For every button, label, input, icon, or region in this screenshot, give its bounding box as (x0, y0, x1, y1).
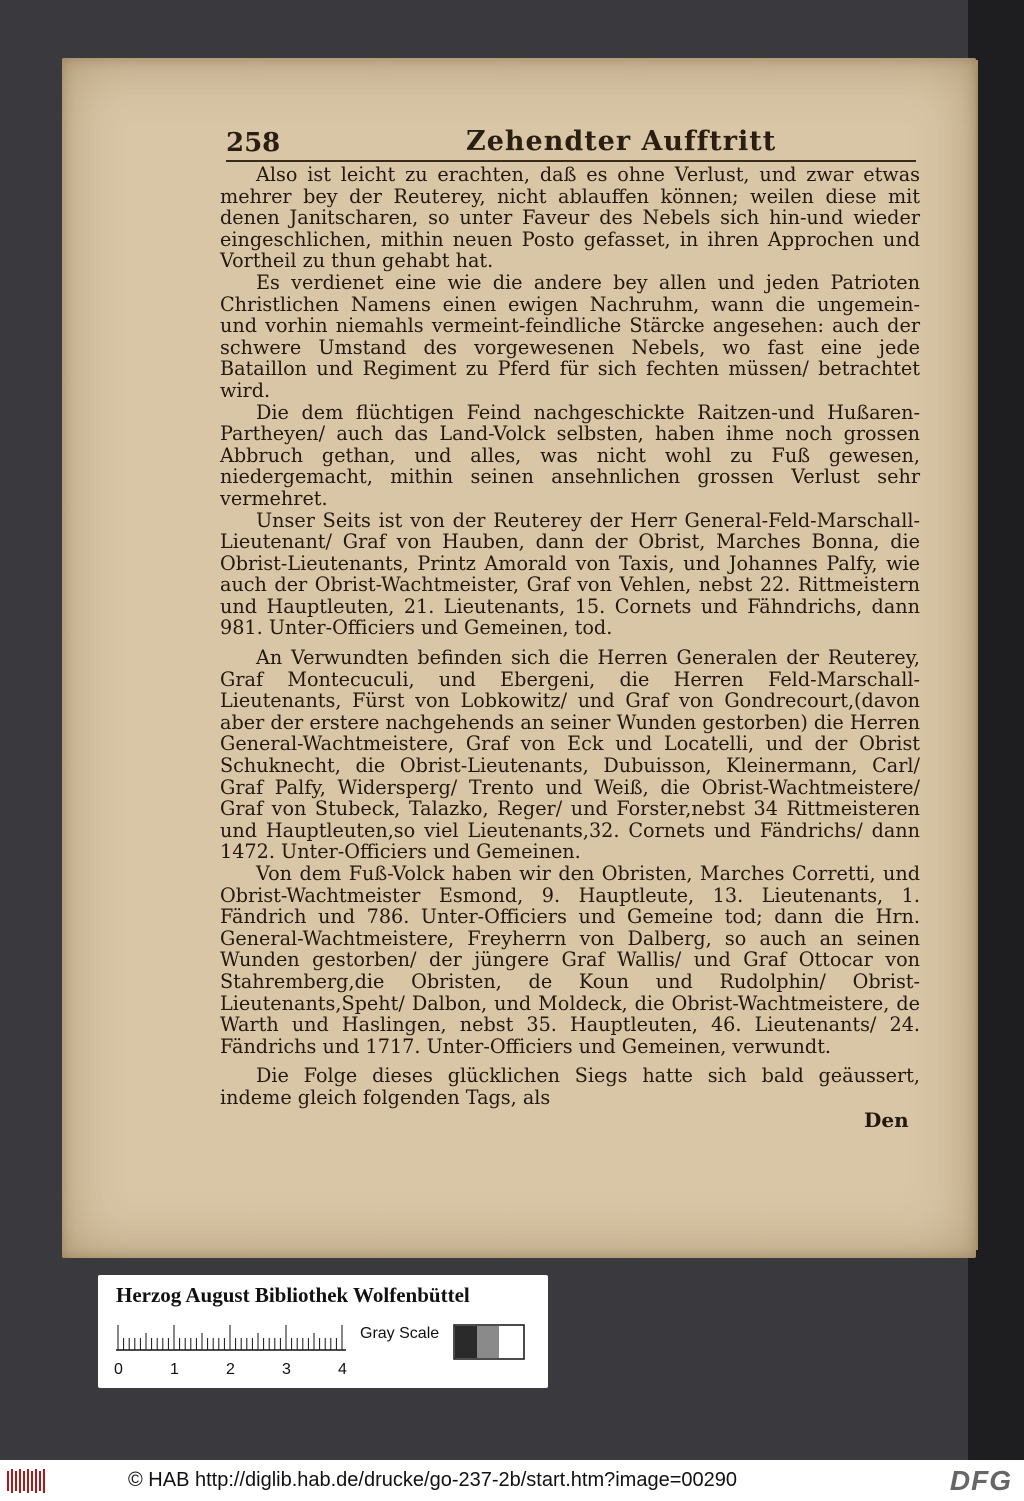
paragraph: Die dem flüchtigen Feind nachgeschickte Raitzen-und Hußaren-Partheyen/ auch das Land-Volck selbsten, haben ihme noch grossen Abbruch gethan, und alles, was nicht wohl zu Fuß gewesen, niedergemacht, mithin seinen ansehnlichen grossen Verlust sehr vermehret. (220, 400, 920, 510)
hab-logo-icon (6, 1468, 46, 1494)
running-head: Zehendter Aufftritt (466, 126, 777, 157)
paragraph: Die Folge dieses glücklichen Siegs hatte sich bald geäussert, indeme gleich folgenden Tags, als (220, 1064, 920, 1109)
paragraph: Unser Seits ist von der Reuterey der Herr General-Feld-Marschall-Lieutenant/ Graf von Hauben, dann der Obrist, Marches Bonna, die Obrist-Lieutenants, Printz Amorald von Taxis, und Johannes Palfy, wie auch der Obrist-Wachtmeister, Graf von Vehlen, nebst 22. Rittmeistern und Hauptleuten, 21. Lieutenants, 15. Cornets und Fähndrichs, dann 981. Unter-Officiers und Gemeinen, tod. (220, 508, 920, 640)
catchword: Den (864, 1108, 909, 1132)
library-title: Herzog August Bibliothek Wolfenbüttel (116, 1283, 470, 1307)
footer-bar (0, 1460, 1024, 1501)
page-number: 258 (226, 128, 281, 158)
paragraph: Also ist leicht zu erachten, daß es ohne Verlust, und zwar etwas mehrer bey der Reuterey, nicht ablauffen können; weilen diese mit denen Janitscharen, so unter Faveur des Nebels sich hin-und wieder eingeschlichen, mithin neuen Posto gefasset, in ihren Approchen und Vortheil zu thun gehabt hat. (220, 163, 920, 273)
scale-number: 1 (170, 1361, 179, 1378)
library-color-card (98, 1275, 548, 1388)
page-header (226, 122, 916, 162)
scale-number: 4 (338, 1361, 347, 1378)
paragraph: Es verdienet eine wie die andere bey allen und jeden Patrioten Christlichen Namens einen ewigen Nachruhm, wann die ungemein- und vorhin niemahls vermeint-feindliche Stärcke angesehen: auch der schwere Umstand des vorgewesenen Nebels, wo fast eine jede Bataillon und Regiment zu Pferd für sich fechten müssen/ betrachtet wird. (220, 270, 920, 402)
paragraph: Von dem Fuß-Volck haben wir den Obristen, Marches Corretti, und Obrist-Wachtmeister Esmond, 9. Hauptleute, 13. Lieutenants, 1. Fändrich und 786. Unter-Officiers und Gemeine tod; dann die Hrn. General-Wachtmeistere, Freyherrn von Dalberg, so auch an seinen Wunden gestorben/ der jüngere Graf Wallis/ und Graf Ottocar von Stahremberg,die Obristen, de Koun und Rudolphin/ Obrist-Lieutenants,Speht/ Dalbon, und Moldeck, die Obrist-Wachtmeistere, de Warth und Haslingen, nebst 35. Hauptleuten, 46. Lieutenants/ 24. Fändrichs und 1717. Unter-Officiers und Gemeinen, verwundt. (220, 862, 920, 1058)
scale-number: 0 (114, 1361, 123, 1378)
scale-number: 2 (226, 1361, 235, 1378)
ruler-scale (98, 1275, 548, 1388)
dfg-logo: DFG (949, 1465, 1012, 1496)
header-rule (226, 160, 916, 162)
citation-link[interactable]: © HAB http://diglib.hab.de/drucke/go-237-2b/start.htm?image=00290 (128, 1469, 737, 1491)
body-text (220, 164, 920, 1109)
gray-scale-label: Gray Scale (360, 1325, 440, 1342)
scale-number: 3 (282, 1361, 291, 1378)
paragraph: An Verwundten befinden sich die Herren Generalen der Reuterey, Graf Montecuculi, und Ebergeni, die Herren Feld-Marschall-Lieutenants, Fürst von Lobkowitz/ und Graf von Gondrecourt,(davon aber der erstere nachgehends an seiner Wunden gestorben) die Herren General-Wachtmeistere, Graf von Eck und Locatelli, und der Obrist Schuknecht, die Obrist-Lieutenants, Dubuisson, Kleinermann, Carl/ Graf Palfy, Widersperg/ Trento und Weiß, die Obrist-Wachtmeistere/ Graf von Stubeck, Talazko, Reger/ und Forster,nebst 34 Rittmeisteren und Hauptleuten,so viel Lieutenants,32. Cornets und Fändrichs/ dann 1472. Unter-Officiers und Gemeinen. (220, 646, 920, 864)
